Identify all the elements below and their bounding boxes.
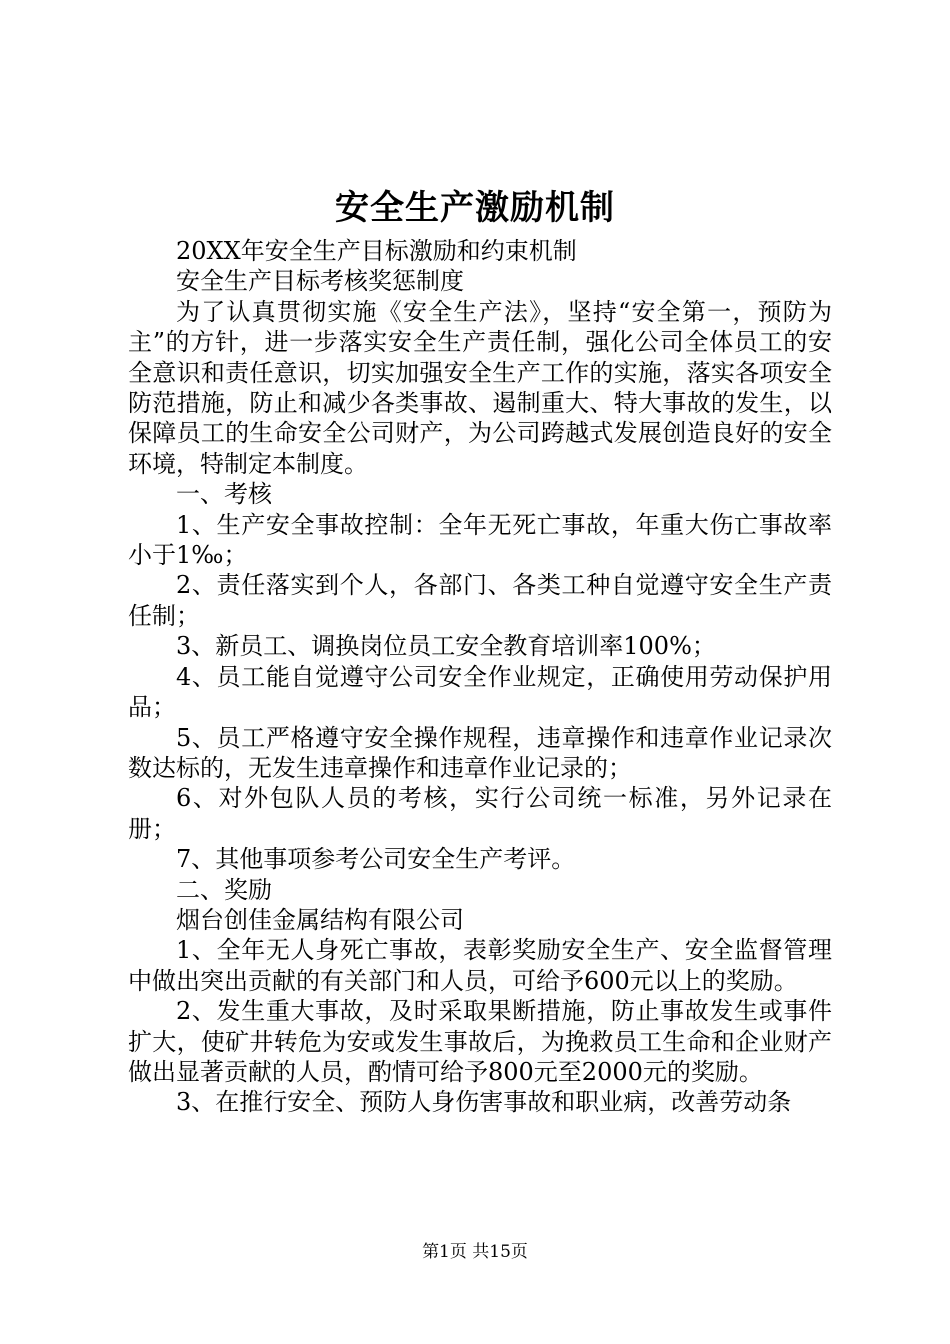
paragraph: 为了认真贯彻实施《安全生产法》，坚持“安全第一，预防为主”的方针，进一步落实安全生产责任制，强化公司全体员工的安全意识和责任意识，切实加强安全生产工作的实施，落实各项安全防范措施，防止和减少各类事故、遏制重大、特大事故的发生，以保障员工的生命安全公司财产，为公司跨越式发展创造良好的安全环境，特制定本制度。 [128, 297, 832, 478]
paragraph: 1、全年无人身死亡事故，表彰奖励安全生产、安全监督管理中做出突出贡献的有关部门和人员，可给予600元以上的奖励。 [128, 936, 832, 995]
section-heading: 二、奖励 [176, 875, 272, 904]
paragraph: 6、对外包队人员的考核，实行公司统一标准，另外记录在册； [128, 784, 832, 843]
paragraph: 7、其他事项参考公司安全生产考评。 [176, 845, 576, 874]
document-title: 安全生产激励机制 [335, 188, 615, 228]
document-body [128, 236, 832, 1118]
paragraph: 2、发生重大事故，及时采取果断措施，防止事故发生或事件扩大，使矿井转危为安或发生事故后，为挽救员工生命和企业财产做出显著贡献的人员，酌情可给予800元至2000元的奖励。 [128, 997, 832, 1086]
paragraph: 3、新员工、调换岗位员工安全教育培训率100%； [176, 632, 716, 661]
paragraph: 2、责任落实到个人，各部门、各类工种自觉遵守安全生产责任制； [128, 571, 832, 630]
paragraph: 1、生产安全事故控制：全年无死亡事故，年重大伤亡事故率小于1‰； [128, 510, 832, 570]
page-number-footer: 第1页 共15页 [422, 1242, 528, 1262]
section-heading: 一、考核 [176, 480, 272, 509]
paragraph: 20XX年安全生产目标激励和约束机制 [176, 237, 577, 265]
company-name: 烟台创佳金属结构有限公司 [176, 905, 464, 934]
paragraph: 安全生产目标考核奖惩制度 [176, 267, 464, 296]
paragraph: 5、员工严格遵守安全操作规程，违章操作和违章作业记录次数达标的，无发生违章操作和违章作业记录的； [128, 723, 832, 782]
paragraph: 4、员工能自觉遵守公司安全作业规定，正确使用劳动保护用品； [128, 662, 832, 722]
paragraph: 3、在推行安全、预防人身伤害事故和职业病，改善劳动条 [176, 1088, 792, 1117]
